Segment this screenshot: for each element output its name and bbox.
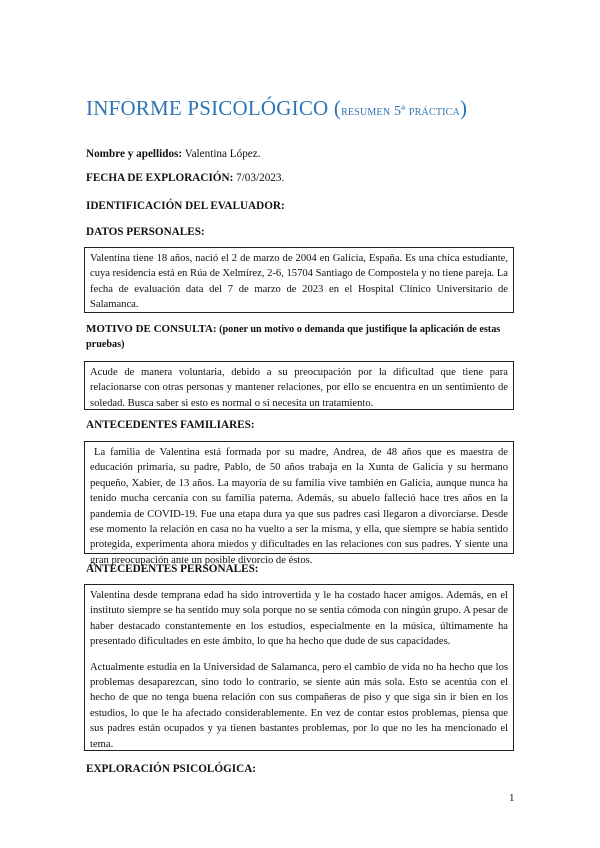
fecha-value: 7/03/2023. [233, 172, 285, 184]
motivo-label: MOTIVO DE CONSULTA: [86, 323, 217, 335]
exploracion-heading [86, 763, 256, 775]
familiares-text: La familia de Valentina está formada por su madre, Andrea, de 48 años que es maestra de educación primaria, su padre, Pablo, de 50 años trabaja en la Xunta de Galicia y su hermano pequeño, Xabier, de 13 años. La mayoría de su familia vive también en Galicia, aunque nunca ha tenido mucha cercanía con su familia paterna. Además, su abuelo falleció hace tres años en la pandemia de COVID-19. Fue una etapa dura ya que sus padres casi llegaron a divorciarse. Desde ese momento la relación en casa no ha vuelto a ser la misma, y ella, que siempre se había sentido protegida, experimenta ahora miedos y dificultades en las relaciones con sus padres. Y siente una gran preocupación ante un posible divorcio de éstos. [90, 447, 508, 566]
datos-box [84, 247, 514, 313]
nombre-line [86, 148, 261, 160]
identificacion-label: IDENTIFICACIÓN DEL EVALUADOR: [86, 200, 285, 212]
fecha-label: FECHA DE EXPLORACIÓN: [86, 172, 234, 184]
motivo-box [84, 361, 514, 410]
datos-heading [86, 226, 205, 238]
personales-heading [86, 563, 259, 575]
motivo-text: Acude de manera voluntaria, debido a su preocupación por la dificultad que tiene para relacionarse con otras personas y mantener relaciones, por ello se encuentra en un sentimiento de soledad. Busca saber si esto es normal o si necesita un tratamiento. [90, 367, 508, 409]
report-title [86, 96, 467, 121]
title-subtitle: resumen 5ª práctica [341, 104, 460, 119]
familiares-heading [86, 419, 255, 431]
motivo-heading [86, 322, 516, 352]
datos-text: Valentina tiene 18 años, nació el 2 de marzo de 2004 en Galicia, España. Es una chica estudiante, cuya residencia está en Rúa de Xelmírez, 2-6, 15704 Santiago de Compostela y no tiene pareja. La fecha de evaluación data del 7 de marzo de 2023 en el Hospital Clínico Universitario de Salamanca. [90, 253, 509, 311]
exploracion-label: EXPLORACIÓN PSICOLÓGICA: [86, 763, 257, 775]
personales-paragraph-1: Valentina desde temprana edad ha sido introvertida y le ha costado hacer amigos. Además, en el instituto siempre se ha sentido muy sola porque no se sentía cómoda con ningún grupo. A pesar de haber destacado constantemente en los estudios, especialmente en la música, últimamente ha presentado dificultades en este ámbito, lo que ha hecho que dude de sus capacidades. [90, 590, 508, 648]
nombre-label: Nombre y apellidos: [86, 148, 183, 160]
motivo-note: (poner un motivo o demanda que justifique la aplicación de estas pruebas) [86, 324, 501, 350]
nombre-value: Valentina López. [182, 148, 261, 160]
fecha-line [86, 172, 284, 184]
title-main: INFORME PSICOLÓGICO ( [86, 96, 342, 120]
personales-label: ANTECEDENTES PERSONALES: [86, 563, 259, 575]
datos-label: DATOS PERSONALES: [86, 226, 205, 238]
identificacion-heading [86, 200, 285, 212]
personales-box [84, 584, 514, 751]
page-number: 1 [509, 792, 515, 804]
familiares-label: ANTECEDENTES FAMILIARES: [86, 419, 255, 431]
familiares-box [84, 441, 514, 566]
personales-paragraph-2: Actualmente estudia en la Universidad de Salamanca, pero el cambio de vida no ha hecho que los problemas desaparezcan, sino todo lo contrario, se siente aún más sola. Esto se acentúa con el hecho de que no tenga buena relación con sus compañeras de piso y que siga sin ir bien en los estudios, lo que le ha afectado considerablemente. En vez de contar estos problemas, piensa que sus padres están ocupados y ya tienen bastantes problemas, por lo que no les ha mencionado el tema. [90, 661, 508, 750]
title-close: ) [459, 96, 468, 120]
